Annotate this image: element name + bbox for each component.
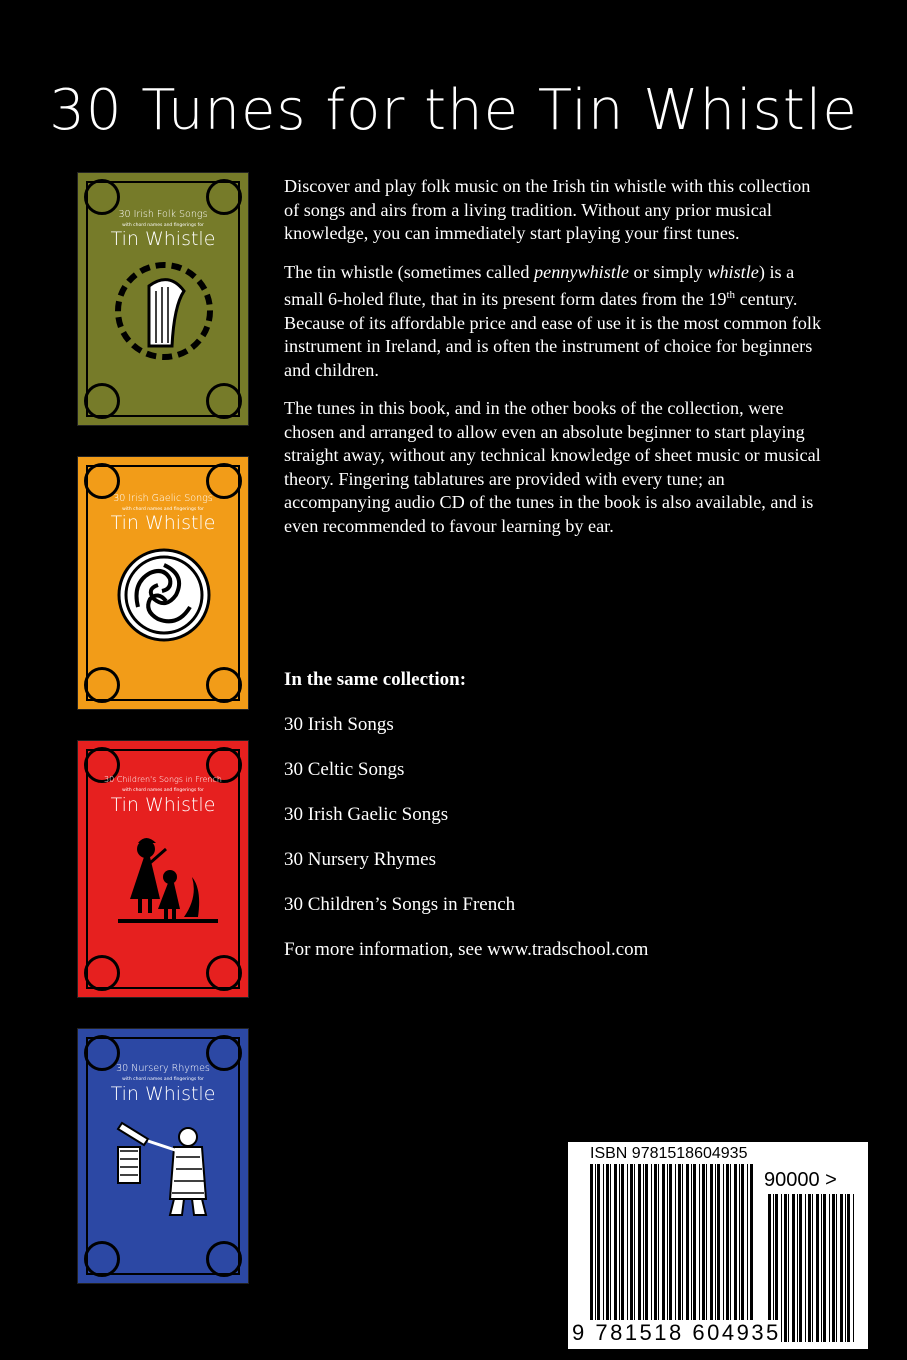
text-run: ) is a small 6-holed flute, that in its present form dates from the 19 [284, 261, 795, 310]
barcode-bar [654, 1164, 657, 1342]
barcode-bar [619, 1164, 620, 1342]
barcode-bar [812, 1194, 813, 1342]
cover-subtitle: with chord names and fingerings for [122, 788, 204, 793]
barcode-bar [730, 1164, 731, 1342]
barcode-bar [788, 1194, 789, 1342]
cover-title: 30 Irish Folk Songs [118, 209, 208, 220]
cover-brand: Tin Whistle [110, 228, 216, 250]
cover-brand: Tin Whistle [110, 794, 216, 816]
description-paragraph: The tunes in this book, and in the other books of the collection, were chosen and arranged to allow even an absolute beginner to start playing straight away, without any technical knowledge of sheet music or musical theory. Fingering tablatures are provided with every tune; an accompanying audio CD of the tunes in the book is also available, and is even recommended to favour learning by ear. [284, 398, 821, 536]
barcode-bar [836, 1194, 837, 1342]
barcode-bar [658, 1164, 659, 1342]
barcode-bar [691, 1164, 692, 1342]
barcode-bar [621, 1164, 624, 1342]
book-title: 30 Tunes for the Tin Whistle [49, 78, 858, 143]
barcode-bar [595, 1164, 596, 1342]
barcode-bar [590, 1164, 593, 1342]
barcode-bar [847, 1194, 850, 1342]
cover-subtitle: with chord names and fingerings for [122, 507, 204, 512]
cover-irish-folk-songs [77, 172, 249, 426]
children-silhouette-icon [118, 827, 218, 937]
piper-icon [114, 1115, 214, 1225]
barcode-bar [634, 1164, 635, 1342]
barcode-bar [853, 1194, 854, 1342]
text-run: The tin whistle (sometimes called [284, 261, 535, 282]
barcode-bar [645, 1164, 648, 1342]
barcode-bar [693, 1164, 696, 1342]
description [284, 175, 824, 553]
cover-nursery-rhymes [77, 1028, 249, 1284]
barcode-bar [832, 1194, 835, 1342]
ornament-icon [84, 667, 120, 703]
barcode-bar [627, 1164, 628, 1342]
cover-subtitle: with chord names and fingerings for [122, 223, 204, 228]
barcode-bar [606, 1164, 609, 1342]
barcode-bar [805, 1194, 806, 1342]
harp-icon [114, 261, 214, 361]
barcode-bar [603, 1164, 604, 1342]
barcode-bar [723, 1164, 724, 1342]
barcode-bar [821, 1194, 822, 1342]
ornament-icon [206, 383, 242, 419]
ornament-icon [84, 383, 120, 419]
isbn-barcode [568, 1142, 868, 1349]
barcode-bar [610, 1164, 611, 1342]
barcode-bar [792, 1194, 795, 1342]
emphasis: pennywhistle [534, 261, 629, 282]
ornament-icon [206, 667, 242, 703]
text-run: century. Because of its affordable price and ease of use it is the most common folk instrument in Ireland, and is often the instrument of choice for beginners and children. [284, 289, 822, 380]
barcode-bar [734, 1164, 737, 1342]
barcode-bar [638, 1164, 641, 1342]
barcode-bar [630, 1164, 633, 1342]
barcode-bar [643, 1164, 644, 1342]
cover-title: 30 Nursery Rhymes [116, 1063, 210, 1074]
cover-title: 30 Irish Gaelic Songs [113, 493, 213, 504]
cover-subtitle: with chord names and fingerings for [122, 1077, 204, 1082]
collection-heading: In the same collection: [284, 669, 467, 690]
barcode-bar [739, 1164, 740, 1342]
collection-item: 30 Nursery Rhymes [284, 849, 436, 870]
description-paragraph: Discover and play folk music on the Irish tin whistle with this collection of songs and airs from a living tradition. Without any prior musical knowledge, you can immediately start playing your first tunes. [284, 176, 811, 243]
barcode-bar [781, 1194, 782, 1342]
barcode-bar [686, 1164, 689, 1342]
cover-brand: Tin Whistle [110, 512, 216, 534]
more-info-link[interactable]: For more information, see www.tradschool.com [284, 939, 649, 960]
description-paragraph [284, 261, 824, 383]
ornament-icon [206, 955, 242, 991]
cover-title: 30 Children's Songs in French [104, 775, 222, 784]
ornament-icon [84, 1241, 120, 1277]
price-code: 90000 > [764, 1169, 837, 1191]
barcode-bar [829, 1194, 830, 1342]
barcode-bar [597, 1164, 600, 1342]
barcode-bar [797, 1194, 798, 1342]
ornament-icon [206, 1241, 242, 1277]
barcode-bar [710, 1164, 713, 1342]
barcode-bar [808, 1194, 811, 1342]
collection-item: 30 Celtic Songs [284, 759, 405, 780]
barcode-bar [726, 1164, 729, 1342]
cover-irish-gaelic-songs [77, 456, 249, 710]
barcode-bar [682, 1164, 683, 1342]
barcode-bar [741, 1164, 744, 1342]
barcode-bar [750, 1164, 753, 1342]
isbn-label: ISBN 9781518604935 [590, 1145, 748, 1162]
barcode-bar [678, 1164, 681, 1342]
barcode-bar [784, 1194, 787, 1342]
barcode-bar [823, 1194, 826, 1342]
barcode-bar [667, 1164, 668, 1342]
barcode-bar [747, 1164, 748, 1342]
cover-brand: Tin Whistle [110, 1083, 216, 1105]
barcode-bar [715, 1164, 716, 1342]
emphasis: whistle [707, 261, 759, 282]
barcode-bar [816, 1194, 819, 1342]
barcode-bar [706, 1164, 707, 1342]
barcode-bar [675, 1164, 676, 1342]
barcode-bar [662, 1164, 665, 1342]
cover-childrens-songs-french [77, 740, 249, 998]
barcode-bar [669, 1164, 672, 1342]
barcode-bar [651, 1164, 652, 1342]
collection-item: 30 Irish Songs [284, 714, 394, 735]
superscript: th [726, 289, 736, 301]
barcode-bar [614, 1164, 617, 1342]
barcode-bar [845, 1194, 846, 1342]
barcode-bar [840, 1194, 843, 1342]
celtic-knot-icon [114, 545, 214, 645]
collection-item: 30 Children’s Songs in French [284, 894, 516, 915]
barcode-bar [717, 1164, 720, 1342]
ornament-icon [84, 955, 120, 991]
barcode-bar [702, 1164, 705, 1342]
barcode-number: 9 781518 604935 [572, 1320, 781, 1345]
collection-item: 30 Irish Gaelic Songs [284, 804, 449, 825]
barcode-bar [799, 1194, 802, 1342]
barcode-bar [699, 1164, 700, 1342]
text-run: or simply [629, 261, 708, 282]
